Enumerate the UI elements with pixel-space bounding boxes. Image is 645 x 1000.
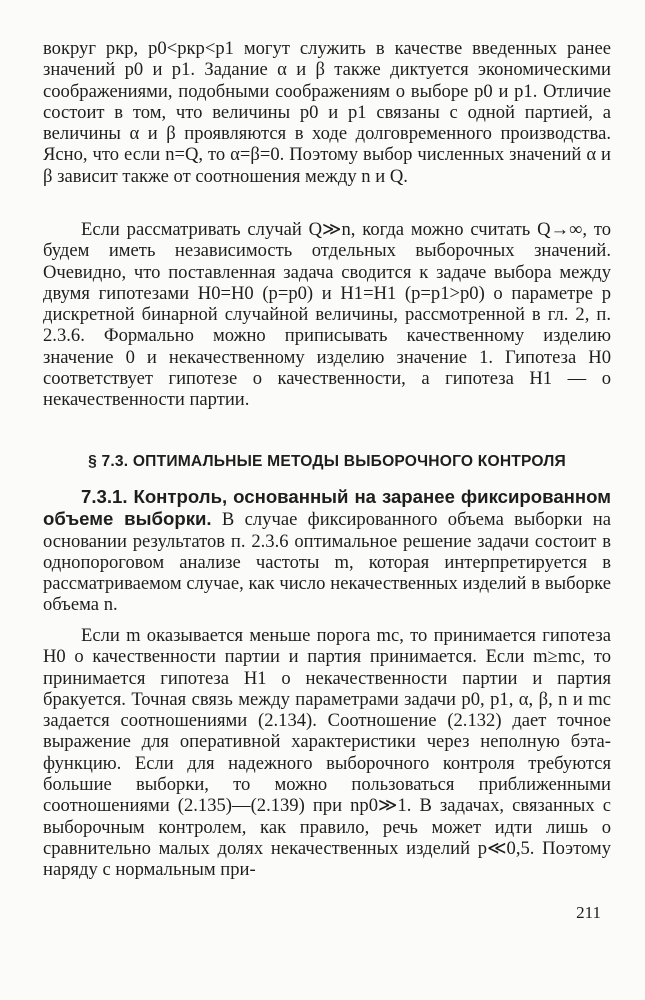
paragraph-3-body: В случае фиксированного объема выборки на основании результатов п. 2.3.6 оптимальное решение задачи состоит в однопороговом анализе частоты m, которая интерпретируется в рассматриваемом случае, как число некачественных изделий в выборке объема n. (43, 509, 611, 616)
subsection-title: 7.3.1. Контроль, основанный на заранее фиксированном объеме выборки. (43, 486, 611, 530)
paragraph-1: вокруг pкр, p0<pкр<p1 могут служить в качестве введенных ранее значений p0 и p1. Задание α и β также диктуется экономическими соображениями, подобными соображениям о выборе p0 и p1. Отличие состоит в том, что величины p0 и p1 связаны с одной партией, а величины α и β проявляются в ходе долговременного производства. Ясно, что если n=Q, то α=β=0. Поэтому выбор численных значений α и β зависит также от соотношения между n и Q. (43, 38, 611, 187)
paragraph-2: Если рассматривать случай Q≫n, когда можно считать Q→∞, то будем иметь независимость отдельных выборочных значений. Очевидно, что поставленная задача сводится к задаче выбора между двумя гипотезами H0=H0 (p=p0) и H1=H1 (p=p1>p0) о параметре p дискретной бинарной случайной величины, рассмотренной в гл. 2, п. 2.3.6. Формально можно приписывать качественному изделию значение 0 и некачественному изделию значение 1. Гипотеза H0 соответствует гипотезе о качественности, а гипотеза H1 — о некачественности партии. (43, 219, 611, 411)
paragraph-4: Если m оказывается меньше порога mc, то принимается гипотеза H0 о качественности партии и партия принимается. Если m≥mc, то принимается гипотеза H1 о некачественности партии и партия бракуется. Точная связь между параметрами задачи p0, p1, α, β, n и mc задается соотношениями (2.134). Соотношение (2.132) дает точное выражение для оперативной характеристики через неполную бэта-функцию. Если для надежного выборочного контроля требуются большие выборки, то можно пользоваться приближенными соотношениями (2.135)—(2.139) при np0≫1. В задачах, связанных с выборочным контролем, как правило, речь может идти лишь о сравнительно малых долях некачественных изделий p≪0,5. Поэтому наряду с нормальным при- (43, 625, 611, 881)
page-number: 211 (576, 903, 601, 922)
paragraph-3 (43, 486, 611, 616)
section-heading: § 7.3. ОПТИМАЛЬНЫЕ МЕТОДЫ ВЫБОРОЧНОГО КОНТРОЛЯ (88, 453, 566, 470)
